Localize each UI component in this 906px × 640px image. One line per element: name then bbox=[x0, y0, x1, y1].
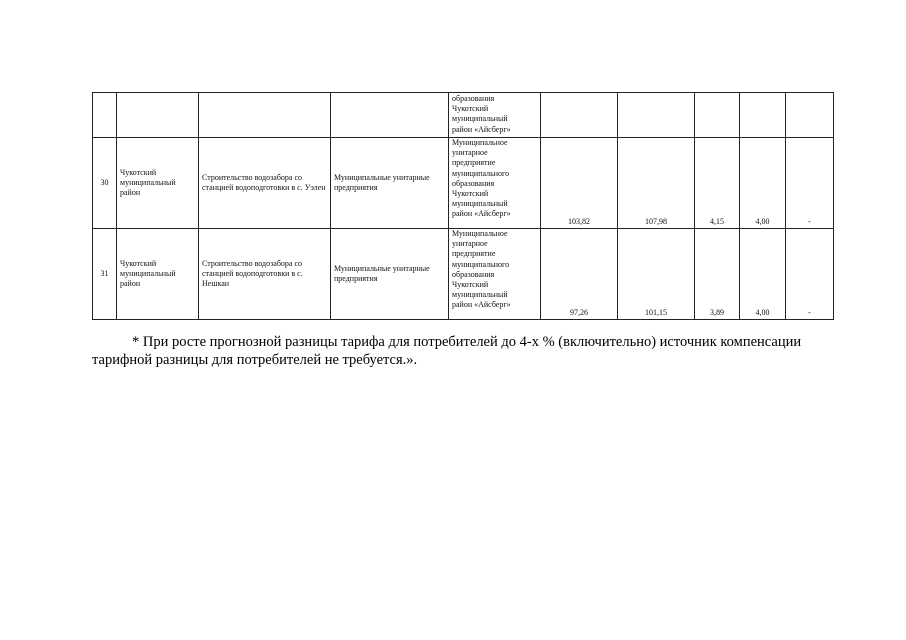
cell-project: Строительство водозабора со станцией водоподготовки в с. Уэлен bbox=[199, 138, 331, 229]
cell-value-4: 4,00 bbox=[740, 138, 786, 229]
cell-category bbox=[331, 93, 449, 138]
cell-value-2: 107,98 bbox=[618, 138, 695, 229]
table-row-continuation bbox=[93, 93, 834, 138]
table-row bbox=[93, 138, 834, 229]
cell-value-4: 4,00 bbox=[740, 229, 786, 320]
cell-number: 30 bbox=[93, 138, 117, 229]
cell-value-1: 103,82 bbox=[541, 138, 618, 229]
cell-number: 31 bbox=[93, 229, 117, 320]
cell-value-3: 4,15 bbox=[695, 138, 740, 229]
table-row bbox=[93, 229, 834, 320]
cell-project: Строительство водозабора со станцией водоподготовки в с. Нешкан bbox=[199, 229, 331, 320]
cell-category: Муниципальные унитарные предприятия bbox=[331, 138, 449, 229]
cell-value-1: 97,26 bbox=[541, 229, 618, 320]
cell-value-5: - bbox=[786, 229, 834, 320]
cell-category: Муниципальные унитарные предприятия bbox=[331, 229, 449, 320]
cell-project bbox=[199, 93, 331, 138]
tariff-table bbox=[92, 92, 834, 320]
cell-value-2: 101,15 bbox=[618, 229, 695, 320]
table-body bbox=[93, 93, 834, 320]
footnote: * При росте прогнозной разницы тарифа для потребителей до 4-х % (включительно) источник компенсации тарифной разницы для потребителей не требуется.». bbox=[92, 334, 802, 368]
cell-value-5: - bbox=[786, 138, 834, 229]
cell-value-2 bbox=[618, 93, 695, 138]
cell-value-1 bbox=[541, 93, 618, 138]
cell-district bbox=[117, 93, 199, 138]
cell-value-3 bbox=[695, 93, 740, 138]
cell-value-5 bbox=[786, 93, 834, 138]
cell-district: Чукотский муниципальный район bbox=[117, 138, 199, 229]
cell-number bbox=[93, 93, 117, 138]
cell-organization: образования Чукотский муниципальный район «Айсберг» bbox=[449, 93, 541, 138]
cell-value-4 bbox=[740, 93, 786, 138]
cell-organization: Муниципальное унитарное предприятие муниципального образования Чукотский муниципальный район «Айсберг» bbox=[449, 138, 541, 229]
cell-district: Чукотский муниципальный район bbox=[117, 229, 199, 320]
cell-organization: Муниципальное унитарное предприятие муниципального образования Чукотский муниципальный район «Айсберг» bbox=[449, 229, 541, 320]
cell-value-3: 3,89 bbox=[695, 229, 740, 320]
